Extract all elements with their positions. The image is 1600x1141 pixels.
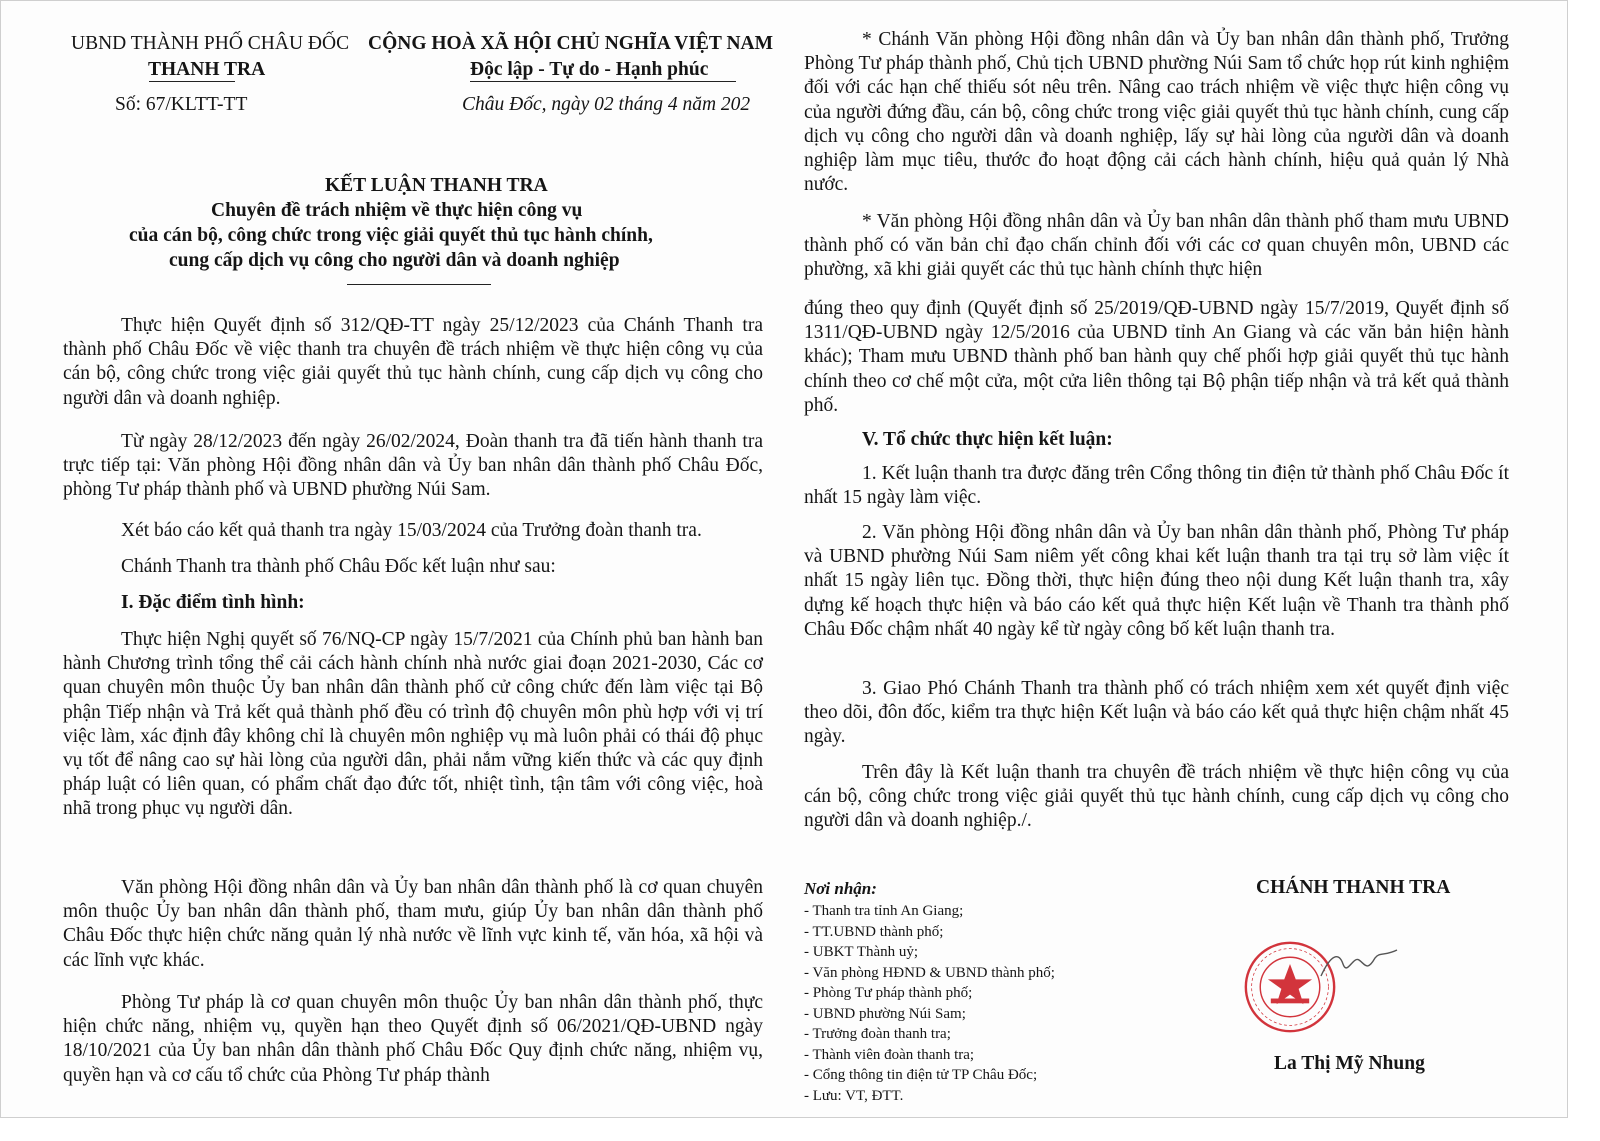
paragraph-report: Xét báo cáo kết quả thanh tra ngày 15/03/2024 của Trưởng đoàn thanh tra.: [121, 520, 702, 541]
signer-title: CHÁNH THANH TRA: [1256, 877, 1451, 898]
item-3-followup: 3. Giao Phó Chánh Thanh tra thành phố có trách nhiệm xem xét quyết định việc theo dõi, đôn đốc, kiểm tra thực hiện Kết luận và báo cáo kết quả thực hiện chậm nhất 45 ngày.: [804, 678, 1509, 748]
agency-name: THANH TRA: [148, 59, 266, 80]
place-date: Châu Đốc, ngày 02 tháng 4 năm 202: [462, 94, 751, 115]
paragraph-regulations: đúng theo quy định (Quyết định số 25/2019/QĐ-UBND ngày 15/7/2019, Quyết định số 1311/QĐ-UBND ngày 12/5/2016 của UBND tỉnh An Giang và các văn bản hiện hành khác); Tham mưu UBND thành phố ban hành quy chế phối hợp giải quyết thủ tục hành chính theo cơ chế một cửa, một cửa liên thông tại Bộ phận tiếp nhận và trả kết quả thành phố.: [804, 298, 1509, 416]
recipient-item: - UBKT Thành uỷ;: [804, 944, 919, 960]
right-column: [804, 1, 1509, 1118]
recipient-item: - Thanh tra tỉnh An Giang;: [804, 903, 964, 919]
document-number: Số: 67/KLTT-TT: [115, 94, 248, 115]
subtitle-line-2: của cán bộ, công chức trong việc giải quyết thủ tục hành chính,: [129, 225, 653, 246]
paragraph-period: Từ ngày 28/12/2023 đến ngày 26/02/2024, Đoàn thanh tra đã tiến hành thanh tra trực tiếp tại: Văn phòng Hội đồng nhân dân và Ủy ban nhân dân thành phố Châu Đốc, phòng Tư pháp thành phố và UBND phường Núi Sam.: [63, 431, 763, 501]
agency-line: UBND THÀNH PHỐ CHÂU ĐỐC: [71, 33, 350, 54]
recipient-item: - Phòng Tư pháp thành phố;: [804, 985, 973, 1001]
recipient-item: - TT.UBND thành phố;: [804, 923, 944, 940]
recipients-title: Nơi nhận:: [804, 879, 877, 898]
agency-underline: [149, 81, 235, 82]
recipient-item: - Văn phòng HĐND & UBND thành phố;: [804, 964, 1055, 981]
recipient-item: - Thành viên đoàn thanh tra;: [804, 1046, 975, 1063]
recipients-list: [804, 901, 1055, 1106]
handwritten-signature: [1319, 946, 1399, 986]
heading-section-1: I. Đặc điểm tình hình:: [121, 592, 305, 613]
paragraph-office-advise: * Văn phòng Hội đồng nhân dân và Ủy ban nhân dân thành phố tham mưu UBND thành phố có văn bản chỉ đạo chấn chỉnh đối với các cơ quan chuyên môn, UBND các phường, xã khi giải quyết các thủ tục hành chính thực hiện: [804, 211, 1509, 281]
paragraph-closing: Trên đây là Kết luận thanh tra chuyên đề trách nhiệm về thực hiện công vụ của cán bộ, công chức trong việc giải quyết thủ tục hành chính, cung cấp dịch vụ công cho người dân và doanh nghiệp./.: [804, 762, 1509, 832]
item-1-publish: 1. Kết luận thanh tra được đăng trên Cổng thông tin điện tử thành phố Châu Đốc ít nhất 15 ngày làm việc.: [804, 463, 1509, 509]
signer-name: La Thị Mỹ Nhung: [1274, 1053, 1425, 1074]
recipient-item: - UBND phường Núi Sam;: [804, 1005, 966, 1022]
recipient-item: - Trưởng đoàn thanh tra;: [804, 1026, 951, 1042]
item-2-posting: 2. Văn phòng Hội đồng nhân dân và Ủy ban nhân dân thành phố, Phòng Tư pháp và UBND phường Núi Sam niêm yết công khai kết luận thanh tra tại trụ sở làm việc ít nhất 15 ngày liên tục. Đồng thời, thực hiện đúng theo nội dung Kết luận thanh tra, xây dựng kế hoạch thực hiện và báo cáo kết quả thực hiện Kết luận về Thanh tra thành phố Châu Đốc chậm nhất 40 ngày kể từ ngày công bố kết luận thanh tra.: [804, 522, 1509, 640]
paragraph-decision: Thực hiện Quyết định số 312/QĐ-TT ngày 25/12/2023 của Chánh Thanh tra thành phố Châu Đốc về việc thanh tra chuyên đề trách nhiệm về thực hiện công vụ của cán bộ, công chức trong việc giải quyết thủ tục hành chính, cung cấp dịch vụ công cho người dân và doanh nghiệp.: [63, 315, 763, 409]
motto-underline: [470, 81, 736, 82]
paragraph-conclusion-intro: Chánh Thanh tra thành phố Châu Đốc kết luận như sau:: [121, 556, 556, 577]
heading-section-5: V. Tổ chức thực hiện kết luận:: [862, 429, 1113, 450]
document-title: KẾT LUẬN THANH TRA: [325, 175, 548, 196]
paragraph-office-chief-task: * Chánh Văn phòng Hội đồng nhân dân và Ủy ban nhân dân thành phố, Trưởng Phòng Tư pháp thành phố, Chủ tịch UBND phường Núi Sam tổ chức họp rút kinh nghiệm đối với các hạn chế thiếu sót nêu trên. Nâng cao trách nhiệm về việc thực hiện công vụ của người đứng đầu, cán bộ, công chức trong việc giải quyết thủ tục hành chính, cung cấp dịch vụ công cho người dân và doanh nghiệp, lấy sự hài lòng của người dân và doanh nghiệp làm mục tiêu, thước đo hoạt động cải cách hành chính, hiệu quả quản lý Nhà nước.: [804, 29, 1509, 196]
recipient-item: - Lưu: VT, ĐTT.: [804, 1087, 904, 1104]
recipient-item: - Cổng thông tin điện tử TP Châu Đốc;: [804, 1067, 1038, 1083]
subtitle-line-1: Chuyên đề trách nhiệm về thực hiện công vụ: [211, 200, 583, 221]
paragraph-justice-dept: Phòng Tư pháp là cơ quan chuyên môn thuộc Ủy ban nhân dân thành phố, thực hiện chức năng, nhiệm vụ, quyền hạn theo Quyết định số 06/2021/QĐ-UBND ngày 18/10/2021 của Ủy ban nhân dân thành phố Châu Đốc Quy định chức năng, nhiệm vụ, quyền hạn và cơ cấu tổ chức của Phòng Tư pháp thành: [63, 992, 763, 1086]
national-title: CỘNG HOÀ XÃ HỘI CHỦ NGHĨA VIỆT NAM: [368, 33, 774, 54]
subtitle-line-3: cung cấp dịch vụ công cho người dân và doanh nghiệp: [169, 250, 620, 271]
paragraph-resolution: Thực hiện Nghị quyết số 76/NQ-CP ngày 15/7/2021 của Chính phủ ban hành ban hành Chương trình tổng thể cải cách hành chính nhà nước giai đoạn 2021-2030, Các cơ quan chuyên môn thuộc Ủy ban nhân dân thành phố cử công chức đến làm việc tại Bộ phận Tiếp nhận và Trả kết quả thành phố đều có trình độ chuyên môn phù hợp với vị trí việc làm, xác định đây không chỉ là chuyên môn nghiệp vụ mà luôn phải có thái độ phục vụ tốt để nâng cao sự hài lòng của người dân, phải nắm vững kiến thức và các quy định pháp luật có liên quan, có phẩm chất đạo đức tốt, nhiệt tình, tận tâm với công việc, hoà nhã trong phục vụ người dân.: [63, 629, 763, 820]
national-motto: Độc lập - Tự do - Hạnh phúc: [470, 59, 709, 80]
left-column: [63, 1, 763, 1118]
title-underline: [347, 284, 491, 285]
paragraph-office: Văn phòng Hội đồng nhân dân và Ủy ban nhân dân thành phố là cơ quan chuyên môn thuộc Ủy ban nhân dân thành phố, tham mưu, giúp Ủy ban nhân dân thành phố Châu Đốc thực hiện chức năng quản lý nhà nước về lĩnh vực kinh tế, văn hóa, xã hội và các lĩnh vực khác.: [63, 877, 763, 971]
